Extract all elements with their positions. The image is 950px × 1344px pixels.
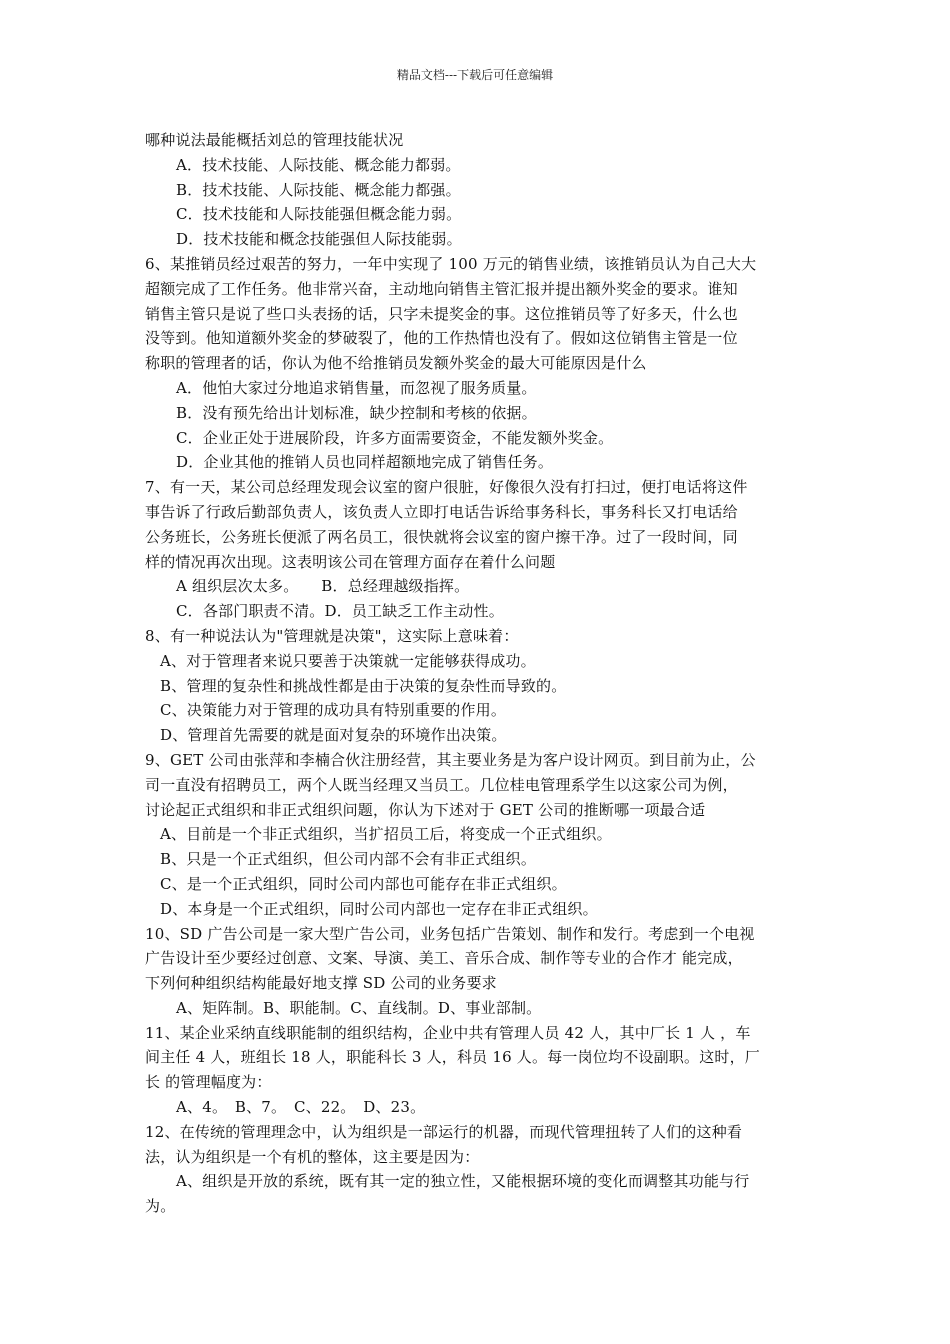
text-line: 销售主管只是说了些口头表扬的话，只字未提奖金的事。这位推销员等了好多天，什么也: [145, 304, 738, 323]
option-line: C．各部门职责不清。D．员工缺乏工作主动性。: [176, 602, 504, 621]
option-line: A、对于管理者来说只要善于决策就一定能够获得成功。: [160, 651, 536, 670]
text-line: 12、在传统的管理理念中，认为组织是一部运行的机器，而现代管理扭转了人们的这种看: [145, 1122, 743, 1141]
text-line: 事告诉了行政后勤部负责人，该负责人立即打电话告诉给事务科长，事务科长又打电话给: [145, 502, 738, 521]
text-line: 法，认为组织是一个有机的整体，这主要是因为：: [145, 1147, 480, 1166]
text-line: 司一直没有招聘员工，两个人既当经理又当员工。几位桂电管理系学生以这家公司为例，: [145, 775, 738, 794]
text-line: 10、SD 广告公司是一家大型广告公司，业务包括广告策划、制作和发行。考虑到一个电视: [145, 924, 755, 943]
text-line: 没等到。他知道额外奖金的梦破裂了，他的工作热情也没有了。假如这位销售主管是一位: [145, 329, 738, 348]
text-line: 讨论起正式组织和非正式组织问题，你认为下述对于 GET 公司的推断哪一项最合适: [145, 800, 706, 819]
text-line: 8、有一种说法认为"管理就是决策"，这实际上意味着：: [145, 626, 519, 645]
option-line: D．技术技能和概念技能强但人际技能弱。: [176, 230, 462, 249]
text-line: 间主任 4 人，班组长 18 人，职能科长 3 人，科员 16 人。每一岗位均不设副职。这时，厂: [145, 1048, 761, 1067]
option-line: D、管理首先需要的就是面对复杂的环境作出决策。: [160, 726, 507, 745]
option-line: A．技术技能、人际技能、概念能力都弱。: [176, 155, 461, 174]
option-line: A 组织层次太多。 B．总经理越级指挥。: [176, 577, 470, 596]
text-line: 超额完成了工作任务。他非常兴奋，主动地向销售主管汇报并提出额外奖金的要求。谁知: [145, 279, 738, 298]
option-line: D、本身是一个正式组织，同时公司内部也一定存在非正式组织。: [160, 899, 598, 918]
text-line: 公务班长，公务班长便派了两名员工，很快就将会议室的窗户擦干净。过了一段时间，同: [145, 527, 738, 546]
option-line: C．技术技能和人际技能强但概念能力弱。: [176, 205, 462, 224]
option-line: A、4。 B、7。 C、22。 D、23。: [176, 1098, 426, 1117]
option-line: D．企业其他的推销人员也同样超额地完成了销售任务。: [176, 453, 554, 472]
text-line: 为。: [145, 1197, 176, 1216]
option-line: A、目前是一个非正式组织，当扩招员工后，将变成一个正式组织。: [160, 825, 612, 844]
text-line: 7、有一天，某公司总经理发现会议室的窗户很脏，好像很久没有打扫过，便打电话将这件: [145, 478, 748, 497]
option-line: B、只是一个正式组织，但公司内部不会有非正式组织。: [160, 850, 537, 869]
option-line: A、矩阵制。B、职能制。C、直线制。D、事业部制。: [176, 998, 542, 1017]
option-line: C、决策能力对于管理的成功具有特别重要的作用。: [160, 701, 507, 720]
option-line: C．企业正处于进展阶段，许多方面需要资金，不能发额外奖金。: [176, 428, 614, 447]
text-line: 哪种说法最能概括刘总的管理技能状况: [145, 131, 404, 149]
text-line: 11、某企业采纳直线职能制的组织结构，企业中共有管理人员 42 人，其中厂长 1 人 ，车: [145, 1023, 751, 1042]
page-header: 精品文档---下载后可任意编辑: [396, 68, 554, 82]
option-line: A、组织是开放的系统，既有其一定的独立性，又能根据环境的变化而调整其功能与行: [176, 1172, 750, 1191]
text-line: 样的情况再次出现。这表明该公司在管理方面存在着什么问题: [145, 552, 556, 571]
option-line: A．他怕大家过分地追求销售量，而忽视了服务质量。: [176, 378, 537, 397]
option-line: C、是一个正式组织，同时公司内部也可能存在非正式组织。: [160, 874, 567, 893]
option-line: B．技术技能、人际技能、概念能力都强。: [176, 180, 461, 199]
option-line: B、管理的复杂性和挑战性都是由于决策的复杂性而导致的。: [160, 676, 567, 695]
text-line: 9、GET 公司由张萍和李楠合伙注册经营，其主要业务是为客户设计网页。到目前为止，公: [145, 750, 756, 769]
text-line: 6、某推销员经过艰苦的努力，一年中实现了 100 万元的销售业绩，该推销员认为自己大大: [145, 254, 757, 273]
text-line: 称职的管理者的话，你认为他不给推销员发额外奖金的最大可能原因是什么: [145, 354, 647, 373]
text-line: 长 的管理幅度为：: [145, 1073, 272, 1092]
option-line: B．没有预先给出计划标准，缺少控制和考核的依据。: [176, 403, 537, 422]
document-body: [145, 128, 807, 1219]
text-line: 下列何种组织结构能最好地支撑 SD 公司的业务要求: [145, 974, 497, 993]
text-line: 广告设计至少要经过创意、文案、导演、美工、音乐合成、制作等专业的合作才 能完成，: [145, 949, 743, 968]
